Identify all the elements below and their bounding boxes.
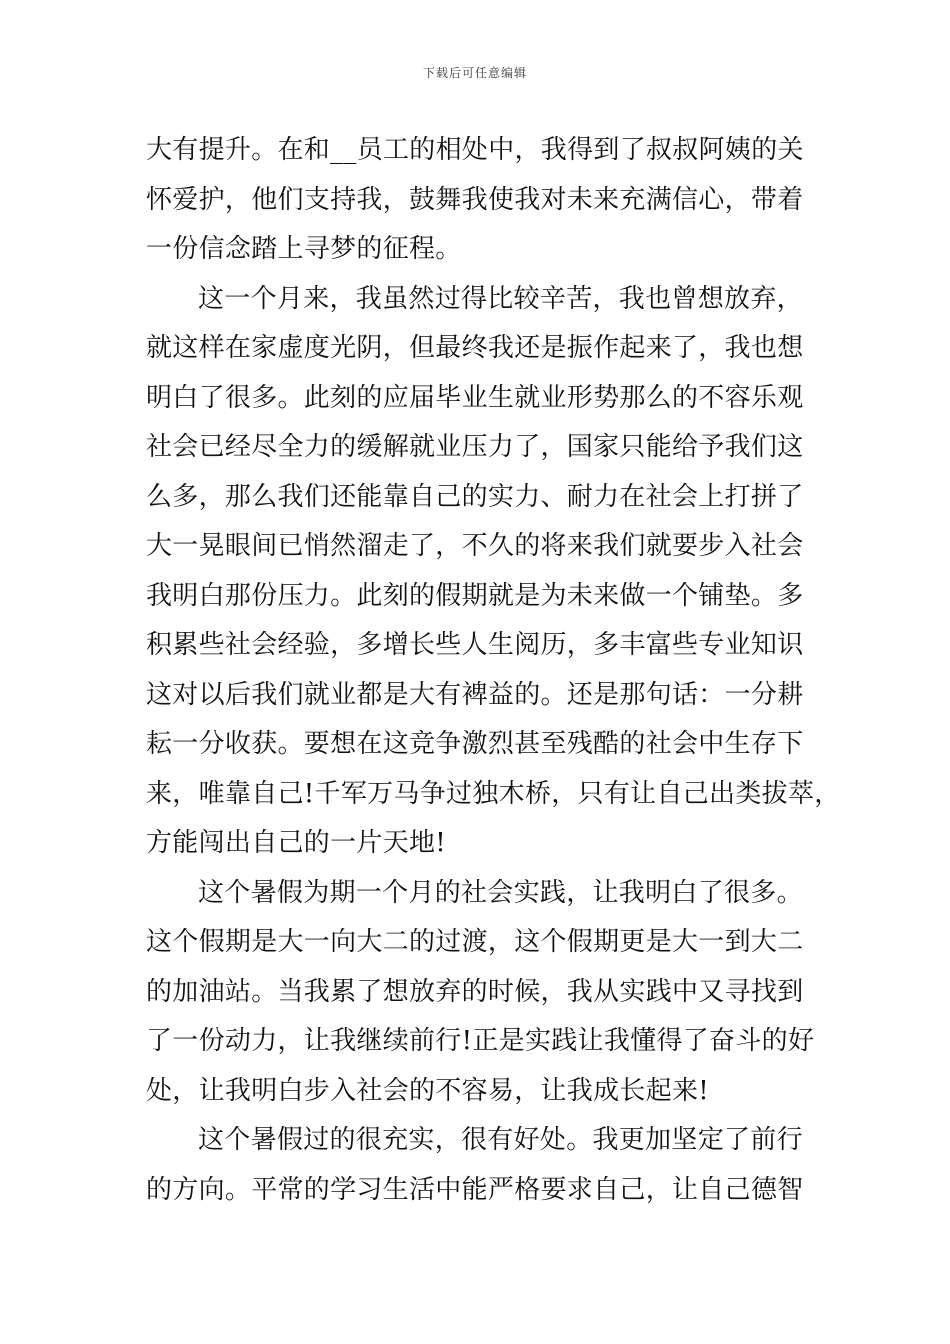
text-line: 了一份动力，让我继续前行!正是实践让我懂得了奋斗的好 [146,1026,815,1056]
text-line: 这一个月来，我虽然过得比较辛苦，我也曾想放弃， [198,283,803,314]
text-line: 方能闯出自己的一片天地! [146,828,447,858]
text-line: 大有提升。在和__员工的相处中，我得到了叔叔阿姨的关 [146,135,804,165]
text-line: 这个暑假为期一个月的社会实践，让我明白了很多。 [198,877,803,908]
page-header: 下载后可任意编辑 [422,66,527,80]
text-line: 这个假期是大一向大二的过渡，这个假期更是大一到大二 [146,927,804,957]
text-line: 社会已经尽全力的缓解就业压力了，国家只能给予我们这 [146,432,804,462]
text-line: 明白了很多。此刻的应届毕业生就业形势那么的不容乐观 [146,382,804,413]
text-line: 处，让我明白步入社会的不容易，让我成长起来! [146,1075,710,1106]
text-line: 么多，那么我们还能靠自己的实力、耐力在社会上打拼了 [146,481,804,512]
document-body [146,126,841,1215]
text-line: 的加油站。当我累了想放弃的时候，我从实践中又寻找到 [146,976,804,1007]
text-line: 怀爱护，他们支持我，鼓舞我使我对未来充满信心，带着 [146,184,804,215]
text-line: 就这样在家虚度光阴，但最终我还是振作起来了，我也想 [146,333,804,363]
text-line: 耘一分收获。要想在这竞争激烈甚至残酷的社会中生存下 [146,729,804,759]
text-line: 我明白那份压力。此刻的假期就是为未来做一个铺垫。多 [146,580,804,611]
text-line: 积累些社会经验，多增长些人生阅历，多丰富些专业知识 [146,630,804,660]
text-line: 的方向。平常的学习生活中能严格要求自己，让自己德智 [146,1174,804,1205]
text-line: 大一晃眼间已悄然溜走了，不久的将来我们就要步入社会 [146,531,804,561]
text-line: 这对以后我们就业都是大有裨益的。还是那句话：一分耕 [146,679,804,710]
text-line: 这个暑假过的很充实，很有好处。我更加坚定了前行 [198,1125,803,1155]
text-line: 来，唯靠自己!千军万马争过独木桥，只有让自己出类拔萃， [146,778,841,809]
text-line: 一份信念踏上寻梦的征程。 [146,234,462,264]
